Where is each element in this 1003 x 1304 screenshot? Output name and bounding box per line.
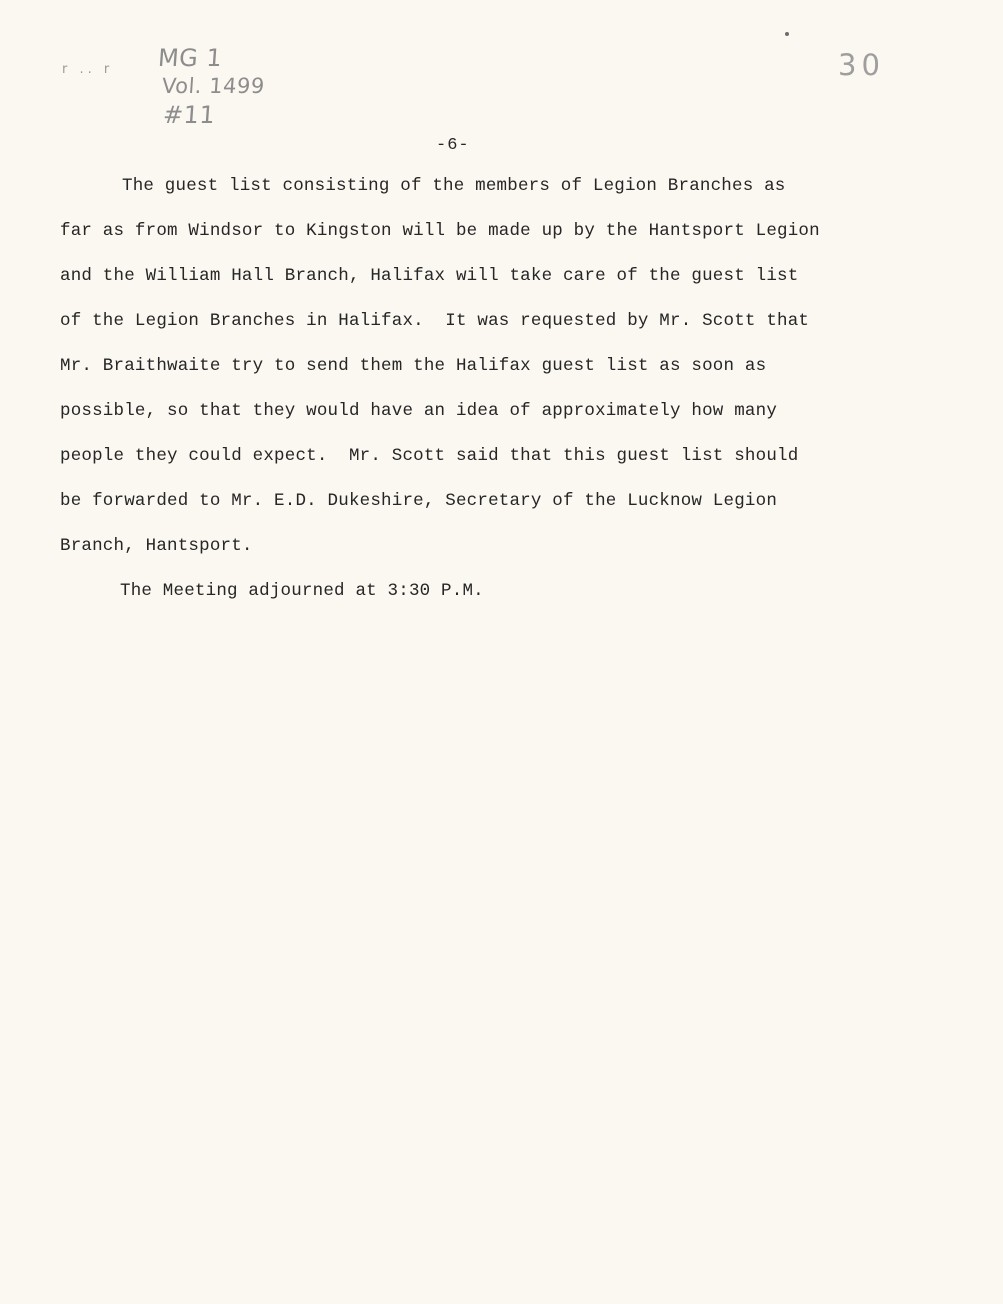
page-header: -6- [436, 136, 470, 155]
body-line-8: be forwarded to Mr. E.D. Dukeshire, Secretary of the Lucknow Legion [60, 491, 778, 511]
body-line-5: Mr. Braithwaite try to send them the Halifax guest list as soon as [60, 356, 767, 376]
body-line-1: The guest list consisting of the members of Legion Branches as [122, 176, 786, 196]
body-line-6: possible, so that they would have an idea of approximately how many [60, 401, 778, 421]
body-line-2: far as from Windsor to Kingston will be made up by the Hantsport Legion [60, 221, 820, 241]
body-line-9: Branch, Hantsport. [60, 536, 253, 556]
ink-dot [785, 32, 789, 36]
body-line-4: of the Legion Branches in Halifax. It was requested by Mr. Scott that [60, 311, 810, 331]
archive-reference-line-2: Vol. 1499 [161, 74, 266, 98]
adjournment-line: The Meeting adjourned at 3:30 P.M. [120, 581, 484, 601]
handwritten-page-number: 30 [838, 48, 885, 82]
archive-reference-line-1: MG 1 [157, 44, 224, 72]
body-line-7: people they could expect. Mr. Scott said that this guest list should [60, 446, 799, 466]
body-line-3: and the William Hall Branch, Halifax will take care of the guest list [60, 266, 799, 286]
pencil-mark: r .. r [62, 62, 114, 77]
archive-reference-line-3: #11 [162, 101, 217, 129]
